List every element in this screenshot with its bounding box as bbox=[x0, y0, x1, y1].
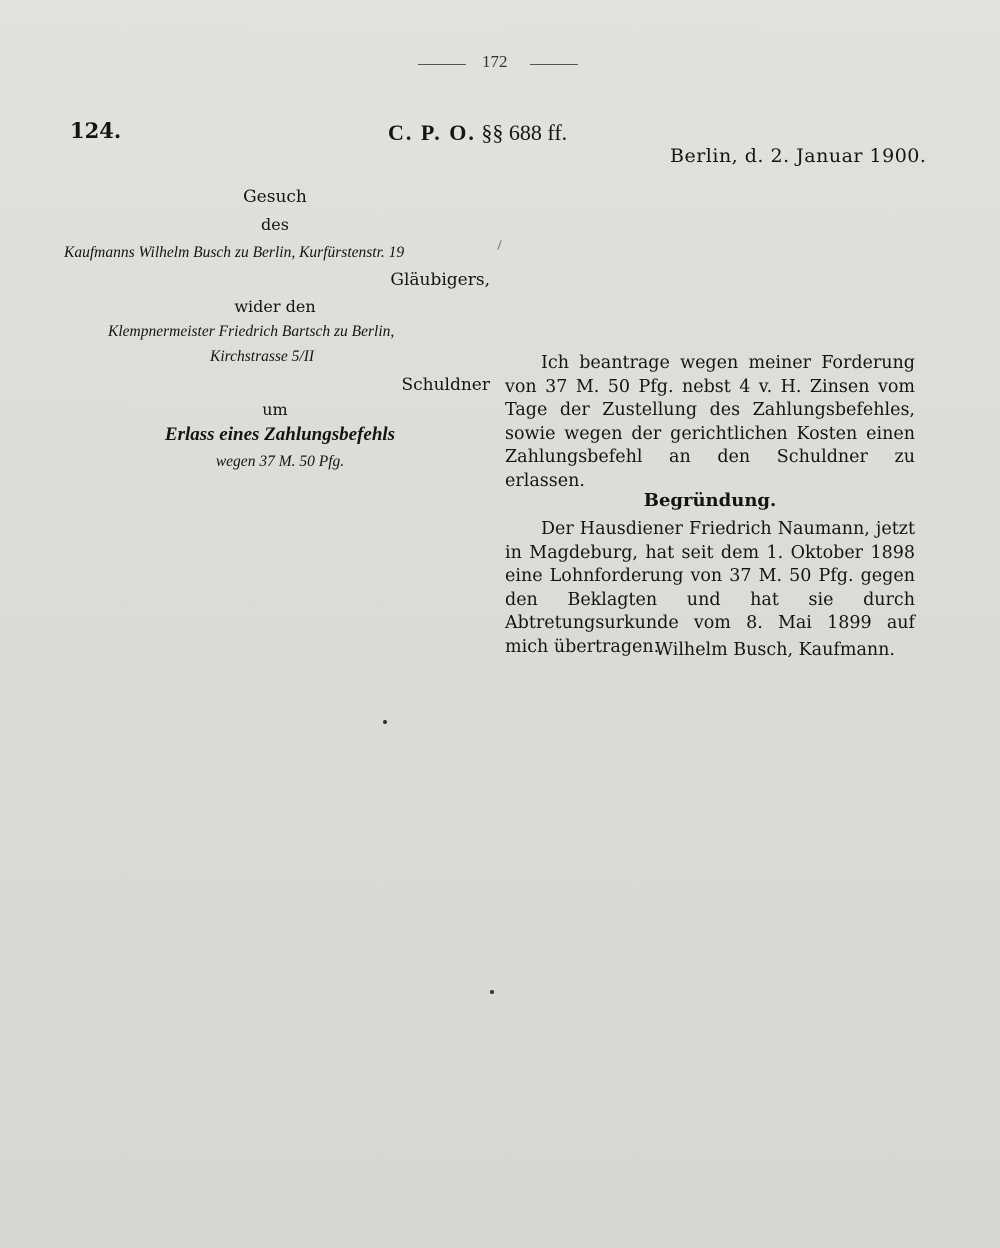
claim-amount: wegen 37 M. 50 Pfg. bbox=[215, 453, 345, 470]
page-number: 172 bbox=[482, 52, 508, 71]
caption-um: um bbox=[262, 400, 288, 419]
creditor-role: Gläubigers, bbox=[390, 270, 490, 290]
caption-des: des bbox=[261, 215, 289, 234]
paper-mark bbox=[497, 240, 501, 250]
debtor-role: Schuldner bbox=[401, 375, 490, 395]
request-text: Ich beantrage wegen meiner Forderung von 37 M. 50 Pfg. nebst 4 v. H. Zinsen vom Tage der Zustellung des Zahlungsbefehles, sowie wegen der gerichtlichen Kosten einen Zahlungsbefehl an den Schuldner zu erlassen. bbox=[505, 353, 915, 491]
reasoning-heading: Begründung. bbox=[643, 490, 777, 511]
paper-speck bbox=[383, 720, 387, 724]
reasoning-text: Der Hausdiener Friedrich Naumann, jetzt in Magdeburg, hat seit dem 1. Oktober 1898 eine Lohnforderung von 37 M. 50 Pfg. gegen den Beklagten und hat sie durch Abtretungsurkunde vom 8. Mai 1899 auf mich übertragen. bbox=[505, 519, 915, 657]
debtor-address: Kirchstrasse 5/II bbox=[210, 348, 315, 365]
debtor-name: Klempnermeister Friedrich Bartsch zu Berlin, bbox=[108, 323, 395, 340]
statute-sections: §§ 688 ff. bbox=[481, 120, 568, 145]
date-place: Berlin, d. 2. Januar 1900. bbox=[670, 145, 927, 167]
signature: Wilhelm Busch, Kaufmann. bbox=[655, 640, 895, 660]
caption-gesuch: Gesuch bbox=[243, 187, 307, 207]
reasoning-paragraph bbox=[505, 518, 915, 659]
caption-wider-den: wider den bbox=[234, 297, 316, 316]
request-paragraph bbox=[505, 352, 915, 493]
statute-reference bbox=[388, 120, 567, 146]
paper-speck bbox=[490, 990, 494, 994]
petition-title: Erlass eines Zahlungsbefehls bbox=[164, 424, 396, 445]
creditor-name: Kaufmanns Wilhelm Busch zu Berlin, Kurfürstenstr. 19 bbox=[64, 244, 405, 261]
header-rule-left bbox=[418, 64, 466, 65]
statute-abbreviation: C. P. O. bbox=[388, 120, 476, 145]
document-number: 124. bbox=[70, 118, 122, 143]
header-rule-right bbox=[530, 64, 578, 65]
